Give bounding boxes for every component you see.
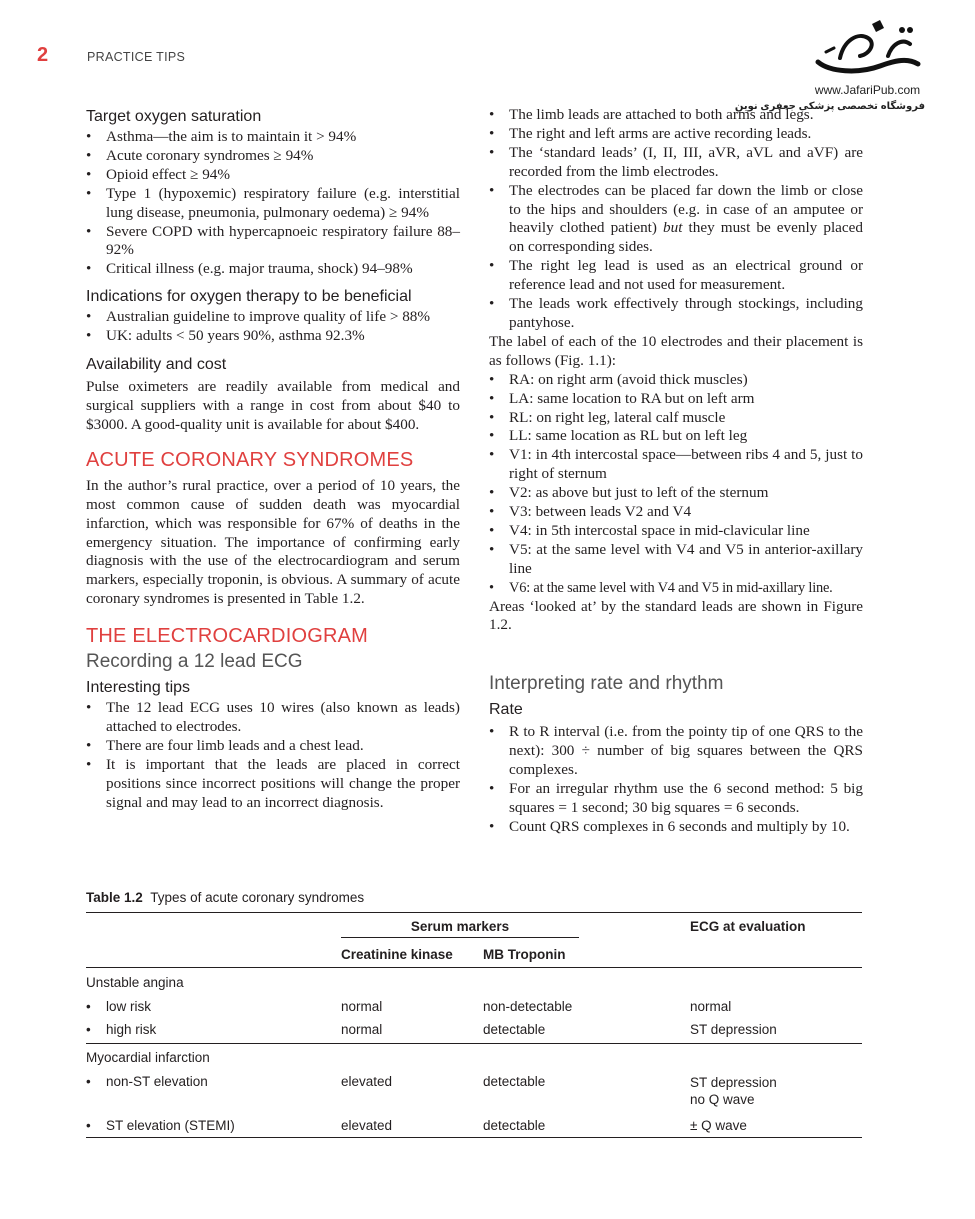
list-item: • There are four limb leads and a chest lead. xyxy=(86,737,460,756)
electrode-text-emphasis: but xyxy=(663,219,683,237)
table-group-header-row xyxy=(86,913,862,942)
list-item: • Count QRS complexes in 6 seconds and multiply by 10. xyxy=(489,818,863,837)
row-name: low risk xyxy=(106,999,152,1014)
row-name: high risk xyxy=(106,1022,157,1037)
section-unstable-angina: Unstable angina xyxy=(86,975,184,990)
table-row xyxy=(86,1067,862,1108)
electrode-text-end: they must be evenly placed on corresponding sides. xyxy=(509,219,863,256)
oxygen-list xyxy=(86,128,460,279)
list-item: • LA: same location to RA but on left arm xyxy=(489,390,863,409)
acs-paragraph: In the author’s rural practice, over a period of 10 years, the most common cause of sudden death was myocardial infarction, which was responsible for 67% of deaths in the emergency situation. The importance of confirming early diagnosis with the use of the electrocardiogram and serum markers, especially troponin, is obvious. A summary of acute coronary syndromes is presented in Table 1.2. xyxy=(86,476,460,608)
list-item: • Opioid effect ≥ 94% xyxy=(86,166,460,185)
cell-ck: normal xyxy=(341,999,383,1014)
interpreting-heading: Interpreting rate and rhythm xyxy=(489,673,724,695)
tips-heading: Interesting tips xyxy=(86,679,191,697)
electrode-text-start: The electrodes can be placed far down the limb or close to the hips and shoulders (e.g. in case of an amputee or heavily clothed patient) xyxy=(509,181,863,237)
rate-list xyxy=(489,723,863,836)
serum-markers-header: Serum markers xyxy=(341,919,579,938)
cell-troponin: detectable xyxy=(483,1118,546,1133)
cell-ck: normal xyxy=(341,1022,383,1037)
list-item: • Asthma—the aim is to maintain it > 94% xyxy=(86,128,460,147)
indications-list xyxy=(86,308,460,346)
table-row xyxy=(86,992,862,1016)
list-item: • The limb leads are attached to both arms and legs. xyxy=(489,106,863,125)
placement-list xyxy=(489,371,863,598)
ecg-evaluation-header: ECG at evaluation xyxy=(690,919,806,934)
list-item: • Australian guideline to improve quality of life > 88% xyxy=(86,308,460,327)
cell-ck: elevated xyxy=(341,1118,393,1133)
label-intro-paragraph: The label of each of the 10 electrodes and their placement is as follows (Fig. 1.1): xyxy=(489,332,863,369)
list-item: • V1: in 4th intercostal space—between ribs 4 and 5, just to right of sternum xyxy=(489,446,863,484)
limb-leads-list xyxy=(489,106,863,333)
list-item: • V3: between leads V2 and V4 xyxy=(489,503,863,522)
cell-ecg: ± Q wave xyxy=(690,1118,747,1133)
list-item: • R to R interval (i.e. from the pointy tip of one QRS to the next): 300 ÷ number of big squares between the QRS complexes. xyxy=(489,723,863,780)
row-name: non-ST elevation xyxy=(106,1074,208,1089)
recording-heading: Recording a 12 lead ECG xyxy=(86,651,303,673)
tips-list xyxy=(86,699,460,812)
list-item: • V6: at the same level with V4 and V5 in mid-axillary line. xyxy=(489,579,863,598)
publisher-logo xyxy=(734,18,925,118)
list-item: • Type 1 (hypoxemic) respiratory failure (e.g. interstitial lung disease, pneumonia, pulmonary oedema) ≥ 94% xyxy=(86,185,460,223)
running-title: PRACTICE TIPS xyxy=(87,50,186,64)
list-item: • UK: adults < 50 years 90%, asthma 92.3% xyxy=(86,327,460,346)
table-row xyxy=(86,1108,862,1138)
cell-ecg: ST depression xyxy=(690,1022,777,1037)
list-item: • It is important that the leads are placed in correct positions since incorrect positions will change the proper signal and may lead to an incorrect diagnosis. xyxy=(86,756,460,813)
troponin-header: MB Troponin xyxy=(483,947,566,962)
areas-paragraph: Areas ‘looked at’ by the standard leads are shown in Figure 1.2. xyxy=(489,597,863,634)
list-item: • LL: same location as RL but on left leg xyxy=(489,427,863,446)
list-item: • The ‘standard leads’ (I, II, III, aVR, aVL and aVF) are recorded from the limb electrodes. xyxy=(489,144,863,182)
table-caption xyxy=(86,890,364,905)
table-label: Table 1.2 xyxy=(86,890,143,905)
cell-ecg: ST depression xyxy=(690,1075,777,1090)
bullet-icon: • xyxy=(86,1022,91,1037)
cell-troponin: non-detectable xyxy=(483,999,573,1014)
acs-heading: ACUTE CORONARY SYNDROMES xyxy=(86,448,414,471)
bullet-icon: • xyxy=(86,1074,91,1089)
left-column xyxy=(86,106,460,813)
ecg-heading: THE ELECTROCARDIOGRAM xyxy=(86,625,369,648)
list-item: • Critical illness (e.g. major trauma, shock) 94–98% xyxy=(86,260,460,279)
list-item: • The 12 lead ECG uses 10 wires (also known as leads) attached to electrodes. xyxy=(86,699,460,737)
cell-troponin: detectable xyxy=(483,1022,546,1037)
page-number: 2 xyxy=(37,44,49,66)
table-section-row xyxy=(86,968,862,993)
logo-shop-name: فروشگاه تخصصی پزشکی جعفری نوین xyxy=(734,101,925,112)
list-item: • The leads work effectively through stockings, including pantyhose. xyxy=(489,295,863,333)
list-item: • For an irregular rhythm use the 6 second method: 5 big squares = 1 second; 30 big squares = 6 seconds. xyxy=(489,780,863,818)
creatinine-kinase-header: Creatinine kinase xyxy=(341,947,453,962)
list-item xyxy=(489,182,863,258)
row-name: ST elevation (STEMI) xyxy=(106,1118,235,1133)
right-column xyxy=(489,106,863,837)
list-item: • Acute coronary syndromes ≥ 94% xyxy=(86,147,460,166)
list-item: • The right and left arms are active recording leads. xyxy=(489,125,863,144)
list-item: • The right leg lead is used as an electrical ground or reference lead and not used for measurement. xyxy=(489,257,863,295)
cell-ck: elevated xyxy=(341,1074,393,1089)
table-section-row xyxy=(86,1044,862,1068)
acs-table xyxy=(86,912,862,1138)
list-item: • Severe COPD with hypercapnoeic respiratory failure 88–92% xyxy=(86,223,460,261)
availability-heading: Availability and cost xyxy=(86,356,227,374)
cell-ecg-second-line: no Q wave xyxy=(690,1092,755,1107)
list-item: • V4: in 5th intercostal space in mid-clavicular line xyxy=(489,522,863,541)
oxygen-heading: Target oxygen saturation xyxy=(86,108,262,125)
bullet-icon: • xyxy=(86,999,91,1014)
list-item: • V5: at the same level with V4 and V5 in anterior-axillary line xyxy=(489,541,863,579)
availability-paragraph: Pulse oximeters are readily available from medical and surgical suppliers with a range in cost from about $40 to $3000. A good-quality unit is available for about $400. xyxy=(86,378,460,433)
indications-heading: Indications for oxygen therapy to be beneficial xyxy=(86,288,412,306)
logo-url: www.JafariPub.com xyxy=(814,83,921,97)
rate-heading: Rate xyxy=(489,701,523,719)
cell-ecg: normal xyxy=(690,999,732,1014)
calligraphy-logo-icon xyxy=(810,18,925,80)
cell-troponin: detectable xyxy=(483,1074,546,1089)
bullet-icon: • xyxy=(86,1118,91,1133)
section-myocardial-infarction: Myocardial infarction xyxy=(86,1050,210,1065)
table-column-header-row xyxy=(86,941,862,968)
table-row xyxy=(86,1016,862,1044)
list-item: • RL: on right leg, lateral calf muscle xyxy=(489,409,863,428)
list-item: • V2: as above but just to left of the sternum xyxy=(489,484,863,503)
table-caption-text: Types of acute coronary syndromes xyxy=(150,890,365,905)
list-item: • RA: on right arm (avoid thick muscles) xyxy=(489,371,863,390)
